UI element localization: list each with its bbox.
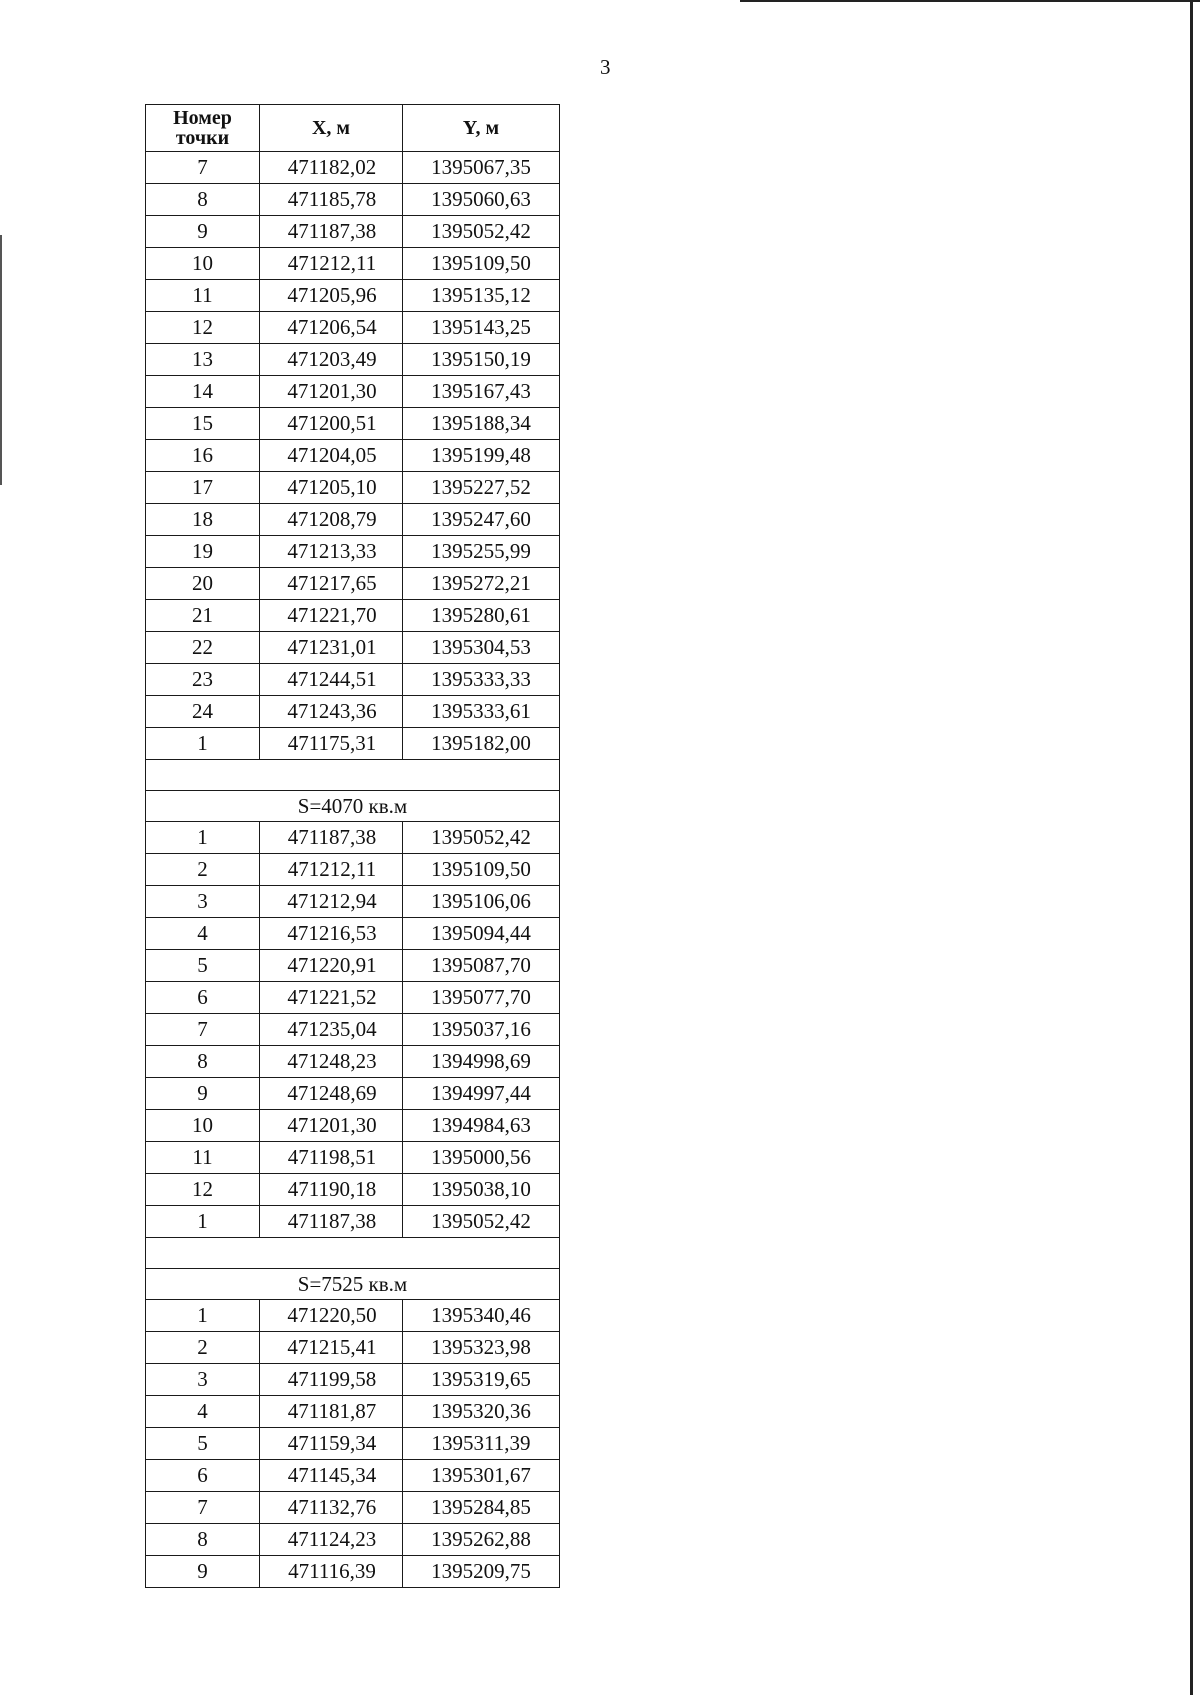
x-coordinate-cell: 471206,54 — [260, 312, 403, 344]
y-coordinate-cell: 1395340,46 — [403, 1300, 560, 1332]
y-coordinate-cell: 1395255,99 — [403, 536, 560, 568]
x-coordinate-cell: 471212,11 — [260, 854, 403, 886]
point-number-cell: 2 — [146, 1332, 260, 1364]
table-row — [146, 632, 560, 664]
blank-row — [146, 760, 560, 791]
y-coordinate-cell: 1395272,21 — [403, 568, 560, 600]
point-number-cell: 4 — [146, 918, 260, 950]
x-coordinate-cell: 471181,87 — [260, 1396, 403, 1428]
point-number-cell: 19 — [146, 536, 260, 568]
x-coordinate-cell: 471213,33 — [260, 536, 403, 568]
y-coordinate-cell: 1395311,39 — [403, 1428, 560, 1460]
x-coordinate-cell: 471231,01 — [260, 632, 403, 664]
y-coordinate-cell: 1395262,88 — [403, 1524, 560, 1556]
point-number-cell: 3 — [146, 1364, 260, 1396]
table-row — [146, 1300, 560, 1332]
x-coordinate-cell: 471187,38 — [260, 822, 403, 854]
x-coordinate-cell: 471132,76 — [260, 1492, 403, 1524]
y-coordinate-cell: 1395109,50 — [403, 248, 560, 280]
x-coordinate-cell: 471198,51 — [260, 1142, 403, 1174]
blank-cell — [146, 760, 560, 791]
x-coordinate-cell: 471244,51 — [260, 664, 403, 696]
table-row — [146, 822, 560, 854]
table-row — [146, 216, 560, 248]
y-coordinate-cell: 1395323,98 — [403, 1332, 560, 1364]
y-coordinate-cell: 1395320,36 — [403, 1396, 560, 1428]
y-coordinate-cell: 1395280,61 — [403, 600, 560, 632]
table-row — [146, 1428, 560, 1460]
table-row — [146, 728, 560, 760]
point-number-cell: 15 — [146, 408, 260, 440]
y-coordinate-cell: 1394984,63 — [403, 1110, 560, 1142]
y-coordinate-cell: 1395143,25 — [403, 312, 560, 344]
x-coordinate-cell: 471248,23 — [260, 1046, 403, 1078]
x-coordinate-cell: 471124,23 — [260, 1524, 403, 1556]
table-row — [146, 408, 560, 440]
table-row — [146, 1332, 560, 1364]
table-row — [146, 696, 560, 728]
x-coordinate-cell: 471182,02 — [260, 152, 403, 184]
area-label: S=4070 кв.м — [146, 791, 560, 822]
area-section-row — [146, 1269, 560, 1300]
table-row — [146, 1142, 560, 1174]
y-coordinate-cell: 1395000,56 — [403, 1142, 560, 1174]
table-row — [146, 1014, 560, 1046]
y-coordinate-cell: 1395060,63 — [403, 184, 560, 216]
y-coordinate-cell: 1395150,19 — [403, 344, 560, 376]
table-body — [146, 152, 560, 1588]
point-number-cell: 10 — [146, 248, 260, 280]
y-coordinate-cell: 1395052,42 — [403, 822, 560, 854]
x-coordinate-cell: 471201,30 — [260, 1110, 403, 1142]
y-coordinate-cell: 1395067,35 — [403, 152, 560, 184]
table-row — [146, 950, 560, 982]
point-number-cell: 21 — [146, 600, 260, 632]
table-row — [146, 1556, 560, 1588]
point-number-cell: 9 — [146, 1556, 260, 1588]
point-number-cell: 17 — [146, 472, 260, 504]
y-coordinate-cell: 1395052,42 — [403, 216, 560, 248]
point-number-cell: 5 — [146, 1428, 260, 1460]
y-coordinate-cell: 1395038,10 — [403, 1174, 560, 1206]
scan-edge-right — [1190, 0, 1193, 1695]
table-row — [146, 248, 560, 280]
y-coordinate-cell: 1395094,44 — [403, 918, 560, 950]
table-row — [146, 504, 560, 536]
x-coordinate-cell: 471205,96 — [260, 280, 403, 312]
x-coordinate-cell: 471217,65 — [260, 568, 403, 600]
table-row — [146, 184, 560, 216]
x-coordinate-cell: 471199,58 — [260, 1364, 403, 1396]
point-number-cell: 9 — [146, 216, 260, 248]
x-coordinate-cell: 471243,36 — [260, 696, 403, 728]
table-row — [146, 472, 560, 504]
header-point-number: Номер точки — [146, 105, 260, 152]
x-coordinate-cell: 471212,11 — [260, 248, 403, 280]
y-coordinate-cell: 1395087,70 — [403, 950, 560, 982]
point-number-cell: 12 — [146, 312, 260, 344]
x-coordinate-cell: 471221,70 — [260, 600, 403, 632]
x-coordinate-cell: 471208,79 — [260, 504, 403, 536]
scan-edge-left — [0, 235, 2, 485]
table-row — [146, 1110, 560, 1142]
table-row — [146, 1460, 560, 1492]
x-coordinate-cell: 471145,34 — [260, 1460, 403, 1492]
page-number: 3 — [600, 55, 611, 79]
table-header-row — [146, 105, 560, 152]
point-number-cell: 20 — [146, 568, 260, 600]
area-section-row — [146, 791, 560, 822]
point-number-cell: 11 — [146, 1142, 260, 1174]
table-row — [146, 600, 560, 632]
table-row — [146, 1078, 560, 1110]
y-coordinate-cell: 1395227,52 — [403, 472, 560, 504]
point-number-cell: 24 — [146, 696, 260, 728]
table-row — [146, 854, 560, 886]
point-number-cell: 18 — [146, 504, 260, 536]
point-number-cell: 6 — [146, 1460, 260, 1492]
point-number-cell: 8 — [146, 1046, 260, 1078]
scan-edge-top — [740, 0, 1200, 2]
x-coordinate-cell: 471220,50 — [260, 1300, 403, 1332]
table-row — [146, 568, 560, 600]
x-coordinate-cell: 471116,39 — [260, 1556, 403, 1588]
x-coordinate-cell: 471204,05 — [260, 440, 403, 472]
x-coordinate-cell: 471248,69 — [260, 1078, 403, 1110]
point-number-cell: 9 — [146, 1078, 260, 1110]
y-coordinate-cell: 1395106,06 — [403, 886, 560, 918]
x-coordinate-cell: 471201,30 — [260, 376, 403, 408]
table-row — [146, 886, 560, 918]
x-coordinate-cell: 471205,10 — [260, 472, 403, 504]
y-coordinate-cell: 1395199,48 — [403, 440, 560, 472]
point-number-cell: 4 — [146, 1396, 260, 1428]
table-row — [146, 536, 560, 568]
x-coordinate-cell: 471215,41 — [260, 1332, 403, 1364]
point-number-cell: 8 — [146, 1524, 260, 1556]
y-coordinate-cell: 1395247,60 — [403, 504, 560, 536]
point-number-cell: 11 — [146, 280, 260, 312]
header-x: X, м — [260, 105, 403, 152]
table-row — [146, 664, 560, 696]
y-coordinate-cell: 1395182,00 — [403, 728, 560, 760]
x-coordinate-cell: 471203,49 — [260, 344, 403, 376]
point-number-cell: 1 — [146, 1206, 260, 1238]
x-coordinate-cell: 471159,34 — [260, 1428, 403, 1460]
table-row — [146, 376, 560, 408]
x-coordinate-cell: 471235,04 — [260, 1014, 403, 1046]
y-coordinate-cell: 1395167,43 — [403, 376, 560, 408]
table-row — [146, 280, 560, 312]
y-coordinate-cell: 1395109,50 — [403, 854, 560, 886]
point-number-cell: 7 — [146, 1492, 260, 1524]
x-coordinate-cell: 471187,38 — [260, 1206, 403, 1238]
coordinates-table — [145, 104, 560, 1588]
y-coordinate-cell: 1395284,85 — [403, 1492, 560, 1524]
point-number-cell: 13 — [146, 344, 260, 376]
x-coordinate-cell: 471175,31 — [260, 728, 403, 760]
point-number-cell: 22 — [146, 632, 260, 664]
point-number-cell: 2 — [146, 854, 260, 886]
table-row — [146, 982, 560, 1014]
table-row — [146, 1364, 560, 1396]
point-number-cell: 6 — [146, 982, 260, 1014]
point-number-cell: 10 — [146, 1110, 260, 1142]
y-coordinate-cell: 1394997,44 — [403, 1078, 560, 1110]
area-label: S=7525 кв.м — [146, 1269, 560, 1300]
table-row — [146, 1206, 560, 1238]
header-y: Y, м — [403, 105, 560, 152]
point-number-cell: 1 — [146, 728, 260, 760]
point-number-cell: 14 — [146, 376, 260, 408]
table-row — [146, 1524, 560, 1556]
x-coordinate-cell: 471200,51 — [260, 408, 403, 440]
table-row — [146, 1396, 560, 1428]
x-coordinate-cell: 471187,38 — [260, 216, 403, 248]
y-coordinate-cell: 1395333,33 — [403, 664, 560, 696]
blank-row — [146, 1238, 560, 1269]
table-row — [146, 1046, 560, 1078]
x-coordinate-cell: 471190,18 — [260, 1174, 403, 1206]
table-row — [146, 152, 560, 184]
y-coordinate-cell: 1395077,70 — [403, 982, 560, 1014]
point-number-cell: 12 — [146, 1174, 260, 1206]
point-number-cell: 23 — [146, 664, 260, 696]
point-number-cell: 8 — [146, 184, 260, 216]
table-row — [146, 1174, 560, 1206]
y-coordinate-cell: 1395319,65 — [403, 1364, 560, 1396]
x-coordinate-cell: 471216,53 — [260, 918, 403, 950]
point-number-cell: 7 — [146, 1014, 260, 1046]
point-number-cell: 3 — [146, 886, 260, 918]
y-coordinate-cell: 1395304,53 — [403, 632, 560, 664]
y-coordinate-cell: 1395052,42 — [403, 1206, 560, 1238]
table-row — [146, 1492, 560, 1524]
point-number-cell: 7 — [146, 152, 260, 184]
point-number-cell: 1 — [146, 1300, 260, 1332]
x-coordinate-cell: 471212,94 — [260, 886, 403, 918]
point-number-cell: 5 — [146, 950, 260, 982]
y-coordinate-cell: 1395188,34 — [403, 408, 560, 440]
x-coordinate-cell: 471220,91 — [260, 950, 403, 982]
y-coordinate-cell: 1395037,16 — [403, 1014, 560, 1046]
table-row — [146, 344, 560, 376]
table-row — [146, 918, 560, 950]
y-coordinate-cell: 1395301,67 — [403, 1460, 560, 1492]
point-number-cell: 1 — [146, 822, 260, 854]
y-coordinate-cell: 1395333,61 — [403, 696, 560, 728]
y-coordinate-cell: 1394998,69 — [403, 1046, 560, 1078]
point-number-cell: 16 — [146, 440, 260, 472]
table-row — [146, 440, 560, 472]
y-coordinate-cell: 1395135,12 — [403, 280, 560, 312]
x-coordinate-cell: 471185,78 — [260, 184, 403, 216]
x-coordinate-cell: 471221,52 — [260, 982, 403, 1014]
y-coordinate-cell: 1395209,75 — [403, 1556, 560, 1588]
blank-cell — [146, 1238, 560, 1269]
table-row — [146, 312, 560, 344]
